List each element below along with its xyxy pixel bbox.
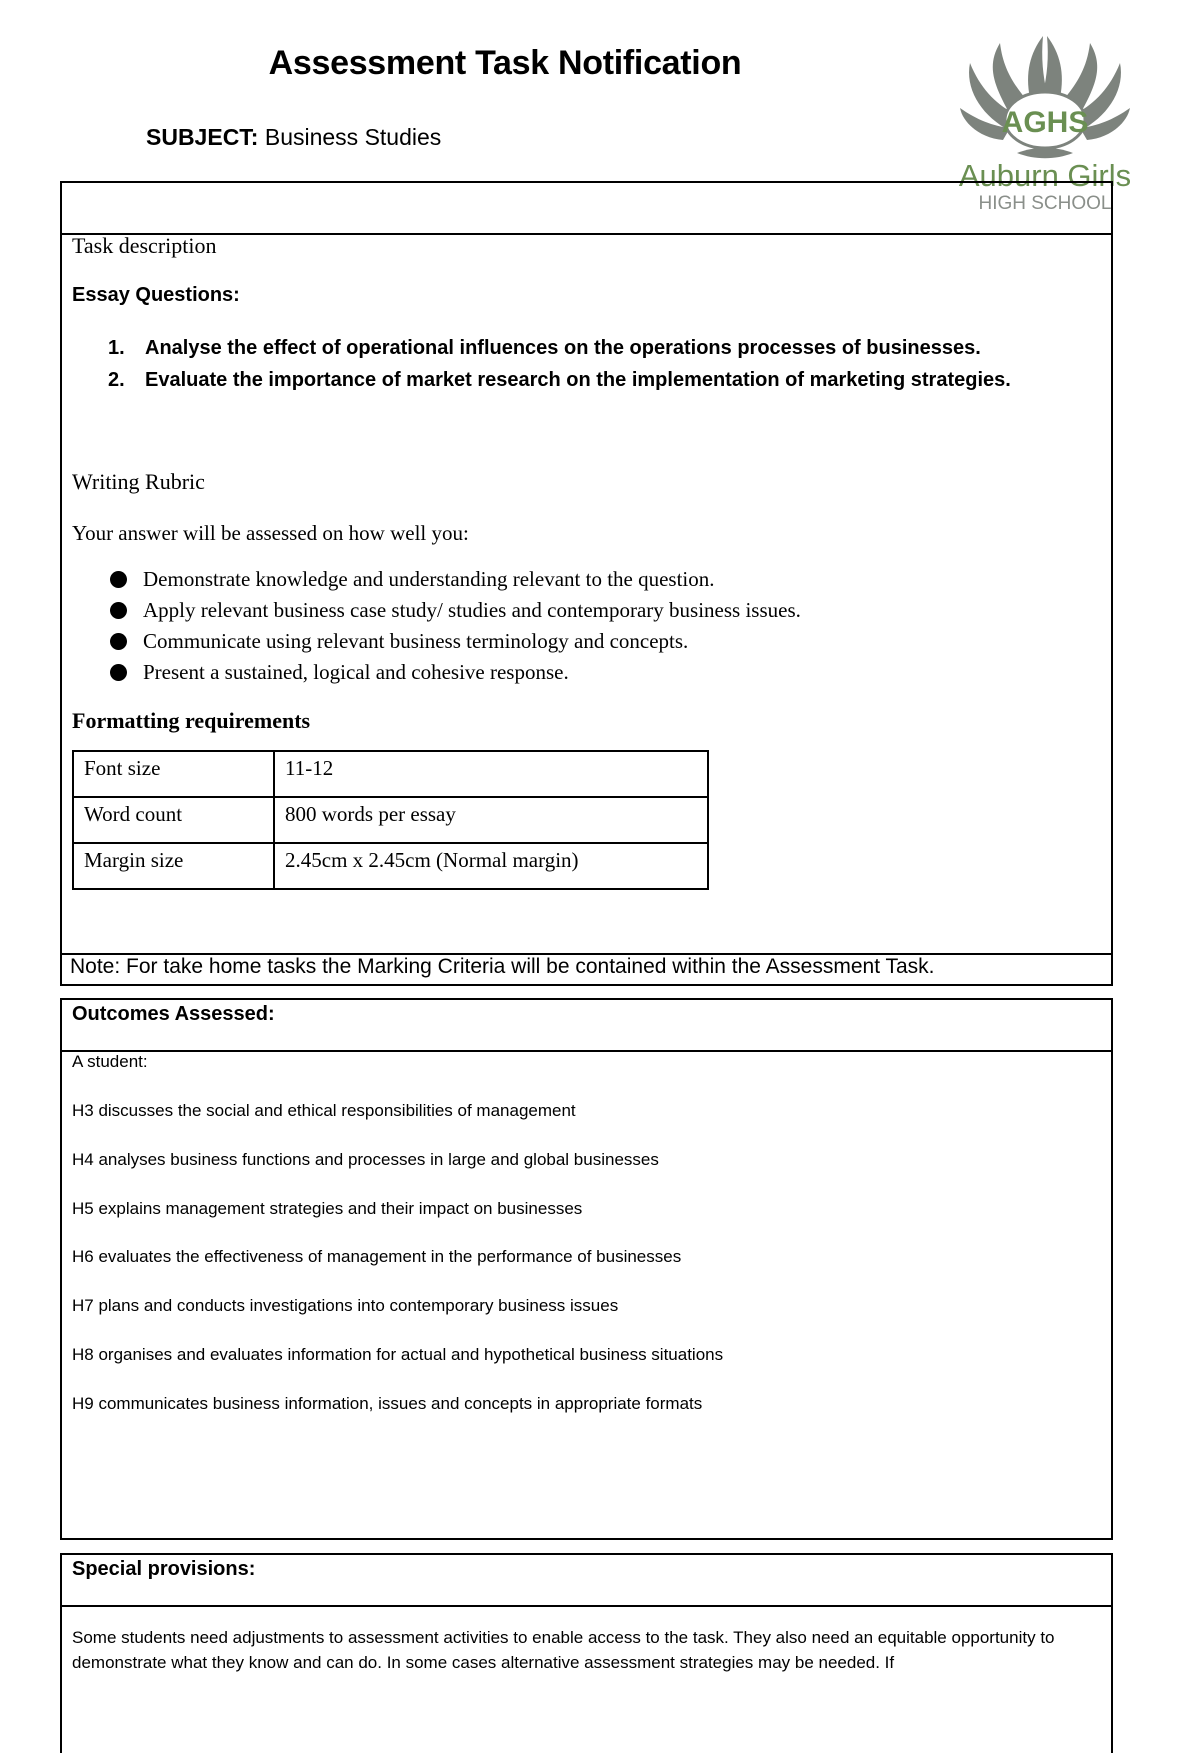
rubric-bullet <box>110 629 688 654</box>
formatting-requirements-heading: Formatting requirements <box>72 708 311 733</box>
subject-line <box>146 124 441 151</box>
rubric-bullet <box>110 567 715 592</box>
outcome-item: H3 discusses the social and ethical responsibilities of management <box>72 1101 576 1120</box>
question-text: Analyse the effect of operational influences on the operations processes of businesses. <box>145 337 981 359</box>
table-cell-label: Word count <box>73 797 274 843</box>
marking-criteria-note: Note: For take home tasks the Marking Criteria will be contained within the Assessment Task. <box>70 955 935 978</box>
outcome-item: H6 evaluates the effectiveness of management in the performance of businesses <box>72 1247 682 1266</box>
essay-question <box>108 369 1011 392</box>
special-provisions-heading: Special provisions: <box>72 1558 256 1580</box>
table-row <box>73 843 708 889</box>
question-number: 1. <box>108 337 125 359</box>
question-number: 2. <box>108 369 125 391</box>
table-row <box>73 797 708 843</box>
rubric-bullet <box>110 660 569 685</box>
question-text: Evaluate the importance of market research on the implementation of marketing strategies. <box>145 369 1011 391</box>
outcome-item: H9 communicates business information, issues and concepts in appropriate formats <box>72 1394 703 1413</box>
bullet-icon <box>110 664 127 681</box>
task-box-header-strip <box>62 183 1111 235</box>
essay-questions-heading: Essay Questions: <box>72 284 240 306</box>
logo-monogram: AGHS <box>1001 106 1089 139</box>
subject-label: SUBJECT: <box>146 124 259 150</box>
bullet-icon <box>110 571 127 588</box>
outcomes-heading: Outcomes Assessed: <box>72 1003 275 1025</box>
logo-school-name: Auburn Girls <box>958 158 1132 193</box>
subject-value: Business Studies <box>264 124 442 150</box>
special-provisions-header-divider <box>62 1605 1111 1607</box>
rubric-intro: Your answer will be assessed on how well you: <box>72 521 469 545</box>
task-description-heading: Task description <box>72 233 217 258</box>
rubric-bullet-text: Demonstrate knowledge and understanding relevant to the question. <box>143 567 715 591</box>
table-cell-value: 11-12 <box>274 751 708 797</box>
outcome-item: H4 analyses business functions and processes in large and global businesses <box>72 1150 659 1169</box>
bullet-icon <box>110 633 127 650</box>
rubric-bullet <box>110 598 801 623</box>
page-title: Assessment Task Notification <box>268 44 742 82</box>
table-cell-label: Font size <box>73 751 274 797</box>
outcomes-box <box>60 998 1113 1540</box>
writing-rubric-heading: Writing Rubric <box>72 469 205 494</box>
outcome-item: H8 organises and evaluates information for actual and hypothetical business situations <box>72 1345 724 1364</box>
rubric-bullet-text: Apply relevant business case study/ studies and contemporary business issues. <box>143 598 801 622</box>
outcome-item: H5 explains management strategies and their impact on businesses <box>72 1199 583 1218</box>
table-cell-label: Margin size <box>73 843 274 889</box>
essay-question <box>108 337 981 360</box>
table-cell-value: 2.45cm x 2.45cm (Normal margin) <box>274 843 708 889</box>
outcomes-intro: A student: <box>72 1052 148 1071</box>
table-cell-value: 800 words per essay <box>274 797 708 843</box>
rubric-bullet-text: Communicate using relevant business terminology and concepts. <box>143 629 689 653</box>
rubric-bullet-text: Present a sustained, logical and cohesive response. <box>143 660 569 684</box>
table-row <box>73 751 708 797</box>
special-provisions-text: Some students need adjustments to assessment activities to enable access to the task. They also need an equitable opportunity to demonstrate what they know and can do. In some cases alternative assessment strategies may be needed. If <box>72 1628 1055 1672</box>
formatting-table <box>72 750 709 890</box>
outcome-item: H7 plans and conducts investigations into contemporary business issues <box>72 1296 619 1315</box>
note-divider <box>60 984 998 986</box>
bullet-icon <box>110 602 127 619</box>
logo-school-type: HIGH SCHOOL <box>978 193 1112 213</box>
outcomes-header-divider <box>62 1050 1111 1052</box>
